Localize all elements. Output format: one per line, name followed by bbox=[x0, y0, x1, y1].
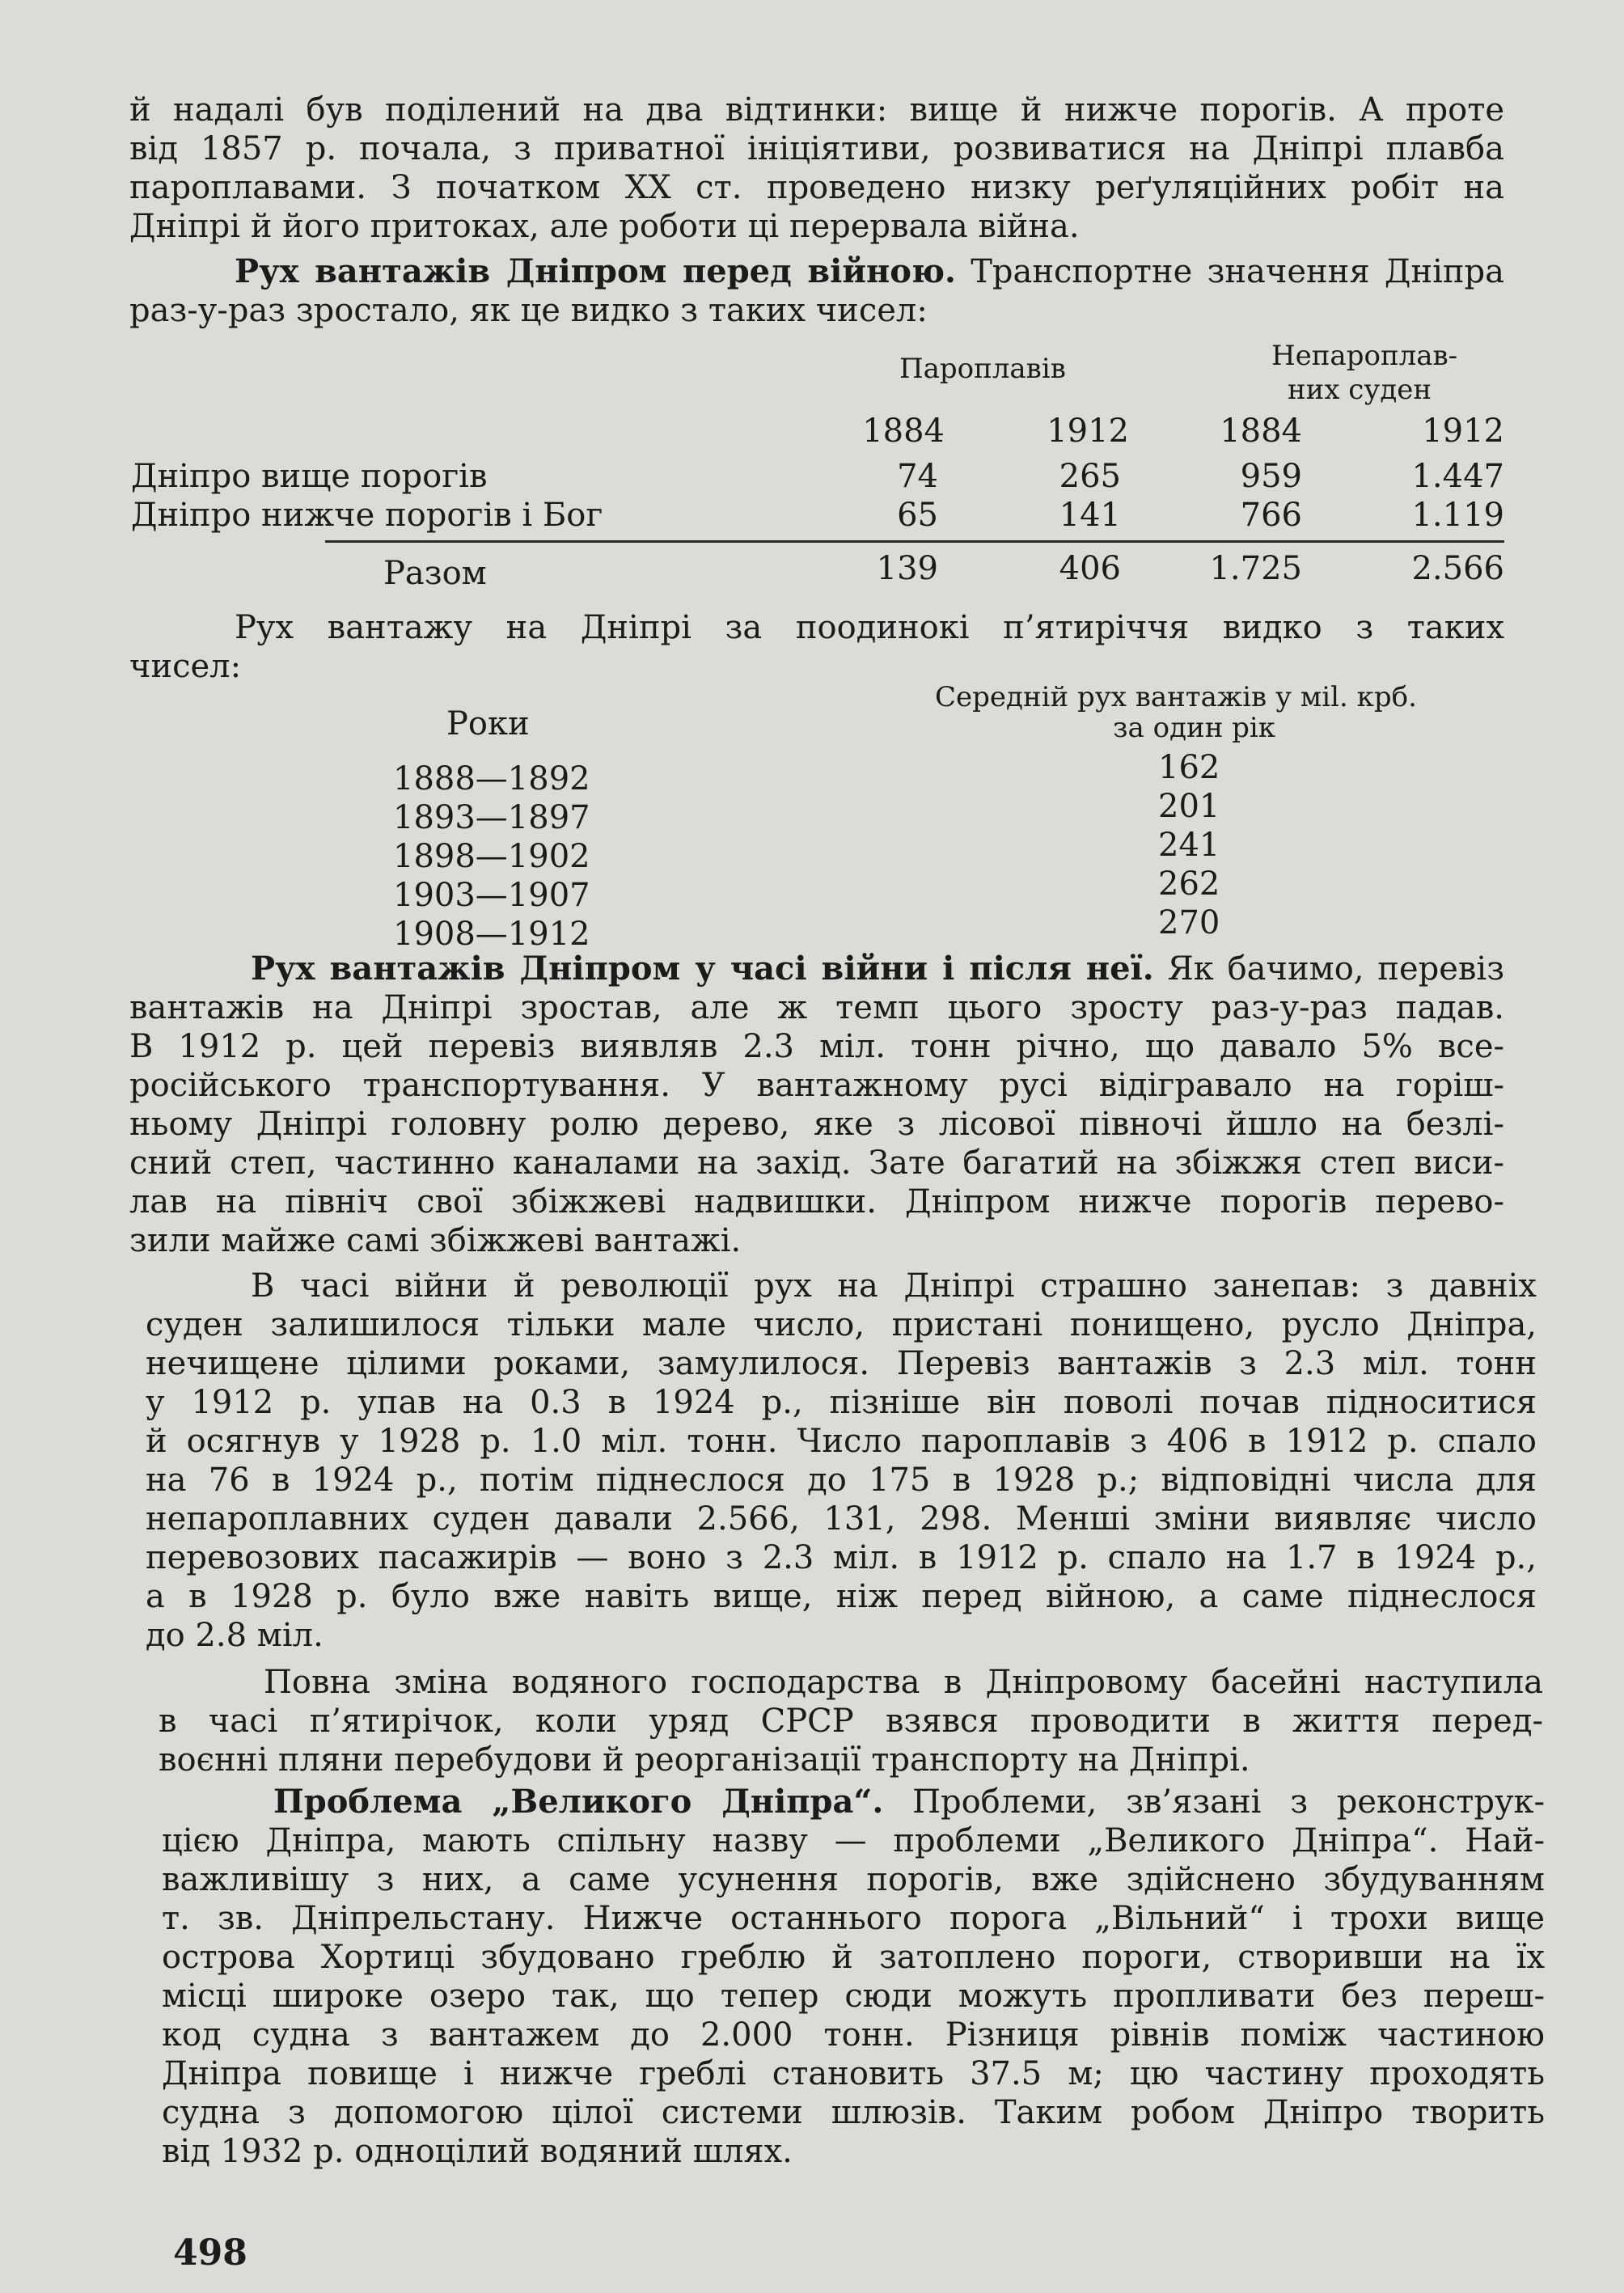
text-line: непароплавних суден давали 2.566, 131, 298. Менші зміни виявляє число bbox=[146, 1500, 1537, 1538]
text-line bbox=[129, 252, 1504, 291]
text-line: раз-у-раз зростало, як це видко з таких чисел: bbox=[129, 292, 928, 329]
table-cell: 1.119 bbox=[1411, 497, 1504, 534]
section-heading: Рух вантажів Дніпром у часі війни і після неї. bbox=[251, 950, 1154, 988]
text-line: Рух вантажу на Дніпрі за поодинокі п’ятиріччя видко з таких bbox=[235, 609, 1504, 646]
text-line: В 1912 р. цей перевіз виявляв 2.3 міл. тонн річно, що давало 5% все- bbox=[129, 1028, 1504, 1065]
text-line: пароплавами. З початком XX ст. проведено низку реґуляційних робіт на bbox=[129, 169, 1504, 206]
text-line: сний степ, частинно каналами на захід. Зате багатий на збіжжя степ виси- bbox=[129, 1144, 1504, 1182]
table-cell: 74 bbox=[897, 458, 938, 495]
column-group-steamships: Пароплавів bbox=[899, 353, 1066, 385]
text-line: зили майже самі збіжжеві вантажі. bbox=[129, 1222, 742, 1259]
row-label: Дніпро вище порогів bbox=[131, 458, 488, 495]
row-value: 241 bbox=[1158, 827, 1220, 864]
section-great-dnipro-paragraph bbox=[162, 1783, 1545, 2171]
table-cell: 1.725 bbox=[1209, 550, 1302, 587]
row-value: 270 bbox=[1158, 904, 1220, 941]
text-line: й надалі був поділений на два відтинки: вище й нижче порогів. А проте bbox=[129, 91, 1504, 129]
table-cell: 65 bbox=[897, 497, 938, 534]
text-line: у 1912 р. упав на 0.3 в 1924 р., пізніше він поволі почав підноситися bbox=[146, 1384, 1537, 1421]
text-line: цією Дніпра, мають спільну назву — проблеми „Великого Дніпра“. Най- bbox=[162, 1822, 1545, 1859]
row-label-total: Разом bbox=[383, 555, 487, 592]
cargo-intro-paragraph bbox=[129, 608, 1504, 686]
five-year-plans-paragraph bbox=[159, 1663, 1543, 1779]
column-header-year: 1884 bbox=[862, 412, 945, 450]
row-years: 1903—1907 bbox=[393, 877, 590, 914]
text-line: суден залишилося тільки мале число, пристані понищено, русло Дніпра, bbox=[146, 1306, 1537, 1343]
text-line: місці широке озеро так, що тепер сюди можуть пропливати без переш- bbox=[162, 1978, 1545, 2015]
text-line: чисел: bbox=[129, 648, 242, 685]
text-line: ньому Дніпрі головну ролю дерево, яке з лісової півночі йшло на безлі- bbox=[129, 1106, 1504, 1143]
text-line: й осягнув у 1928 р. 1.0 міл. тонн. Число пароплавів з 406 в 1912 р. спало bbox=[146, 1423, 1537, 1460]
text-line: острова Хортиці збудовано греблю й затоплено пороги, створивши на їх bbox=[162, 1939, 1545, 1976]
table-cell: 141 bbox=[1059, 497, 1121, 534]
column-header-year: 1912 bbox=[1047, 412, 1129, 450]
column-header-year: 1912 bbox=[1422, 412, 1504, 450]
row-value: 162 bbox=[1158, 749, 1220, 786]
table-cell: 766 bbox=[1240, 497, 1302, 534]
row-years: 1908—1912 bbox=[393, 916, 590, 953]
table-cell: 139 bbox=[876, 550, 938, 587]
table-cell: 1.447 bbox=[1411, 458, 1504, 495]
text-fragment: Проблеми, зв’язані з реконструк- bbox=[912, 1783, 1545, 1821]
text-line: перевозових пасажирів — воно з 2.3 міл. в 1912 р. спало на 1.7 в 1924 р., bbox=[146, 1539, 1537, 1576]
table-cell: 959 bbox=[1240, 458, 1302, 495]
text-line: на 76 в 1924 р., потім піднеслося до 175 в 1928 р.; відповідні числа для bbox=[146, 1462, 1537, 1499]
total-rule bbox=[325, 540, 1504, 543]
row-years: 1898—1902 bbox=[393, 838, 590, 875]
table-cell: 2.566 bbox=[1411, 550, 1504, 587]
text-fragment: Як бачимо, перевіз bbox=[1167, 950, 1505, 988]
row-label: Дніпро нижче порогів і Бог bbox=[131, 497, 603, 534]
column-header-year: 1884 bbox=[1220, 412, 1302, 450]
text-line: В часі війни й революції рух на Дніпрі страшно занепав: з давніх bbox=[251, 1267, 1537, 1305]
text-line: російського транспортування. У вантажному русі відігравало на горіш- bbox=[129, 1067, 1504, 1104]
column-header-value: за один рік bbox=[1113, 712, 1276, 744]
text-fragment: Транспортне значення Дніпра bbox=[971, 253, 1505, 290]
table-cell: 406 bbox=[1059, 550, 1121, 587]
row-value: 262 bbox=[1158, 865, 1220, 903]
row-value: 201 bbox=[1158, 788, 1220, 825]
revolution-paragraph bbox=[146, 1267, 1537, 1655]
text-line: судна з допомогою цілої системи шлюзів. Таким робом Дніпро творить bbox=[162, 2094, 1545, 2131]
text-line: вантажів на Дніпрі зростав, але ж темп цього зросту раз-у-раз падав. bbox=[129, 989, 1504, 1026]
text-line: від 1932 р. одноцілий водяний шлях. bbox=[162, 2133, 793, 2170]
text-line: від 1857 р. почала, з приватної ініціятиви, розвиватися на Дніпрі плавба bbox=[129, 130, 1504, 167]
intro-paragraph bbox=[129, 91, 1504, 246]
row-years: 1888—1892 bbox=[393, 760, 590, 797]
text-line bbox=[162, 1783, 1545, 1821]
text-line: нечищене цілими роками, замулилося. Перевіз вантажів з 2.3 міл. тонн bbox=[146, 1345, 1537, 1382]
section-prewar-paragraph bbox=[129, 252, 1504, 330]
column-header-years: Роки bbox=[446, 705, 530, 742]
row-years: 1893—1897 bbox=[393, 799, 590, 836]
text-line: важливішу з них, а саме усунення порогів, вже здійснено збудуванням bbox=[162, 1861, 1545, 1898]
page-number: 498 bbox=[173, 2232, 247, 2274]
text-line bbox=[129, 950, 1504, 988]
text-line: до 2.8 міл. bbox=[146, 1617, 324, 1654]
table-cell: 265 bbox=[1059, 458, 1121, 495]
text-line: а в 1928 р. було вже навіть вище, ніж перед війною, а саме піднеслося bbox=[146, 1578, 1537, 1615]
text-line: воєнні пляни перебудови й реорганізації транспорту на Дніпрі. bbox=[159, 1741, 1250, 1779]
text-line: т. зв. Дніпрельстану. Нижче останнього порога „Вільний“ і трохи вище bbox=[162, 1900, 1545, 1937]
section-heading: Рух вантажів Дніпром перед війною. bbox=[235, 252, 956, 290]
text-line: Дніпрі й його притоках, але роботи ці перервала війна. bbox=[129, 208, 1080, 245]
section-heading: Проблема „Великого Дніпра“. bbox=[273, 1783, 884, 1821]
text-line: лав на північ свої збіжжеві надвишки. Дніпром нижче порогів перево- bbox=[129, 1183, 1504, 1221]
column-group-nonsteam: них суден bbox=[1288, 374, 1432, 406]
text-line: Дніпра повище і нижче греблі становить 37.5 м; цю частину проходять bbox=[162, 2055, 1545, 2092]
text-line: код судна з вантажем до 2.000 тонн. Різниця рівнів поміж частиною bbox=[162, 2016, 1545, 2054]
section-war-paragraph bbox=[129, 950, 1504, 1260]
column-header-value: Середній рух вантажів у мil. крб. bbox=[935, 681, 1417, 713]
text-line: в часі п’ятирічок, коли уряд СРСР взявся проводити в життя перед- bbox=[159, 1703, 1543, 1740]
text-line: Повна зміна водяного господарства в Дніпровому басейні наступила bbox=[264, 1664, 1543, 1701]
column-group-nonsteam: Непароплав- bbox=[1271, 340, 1458, 372]
